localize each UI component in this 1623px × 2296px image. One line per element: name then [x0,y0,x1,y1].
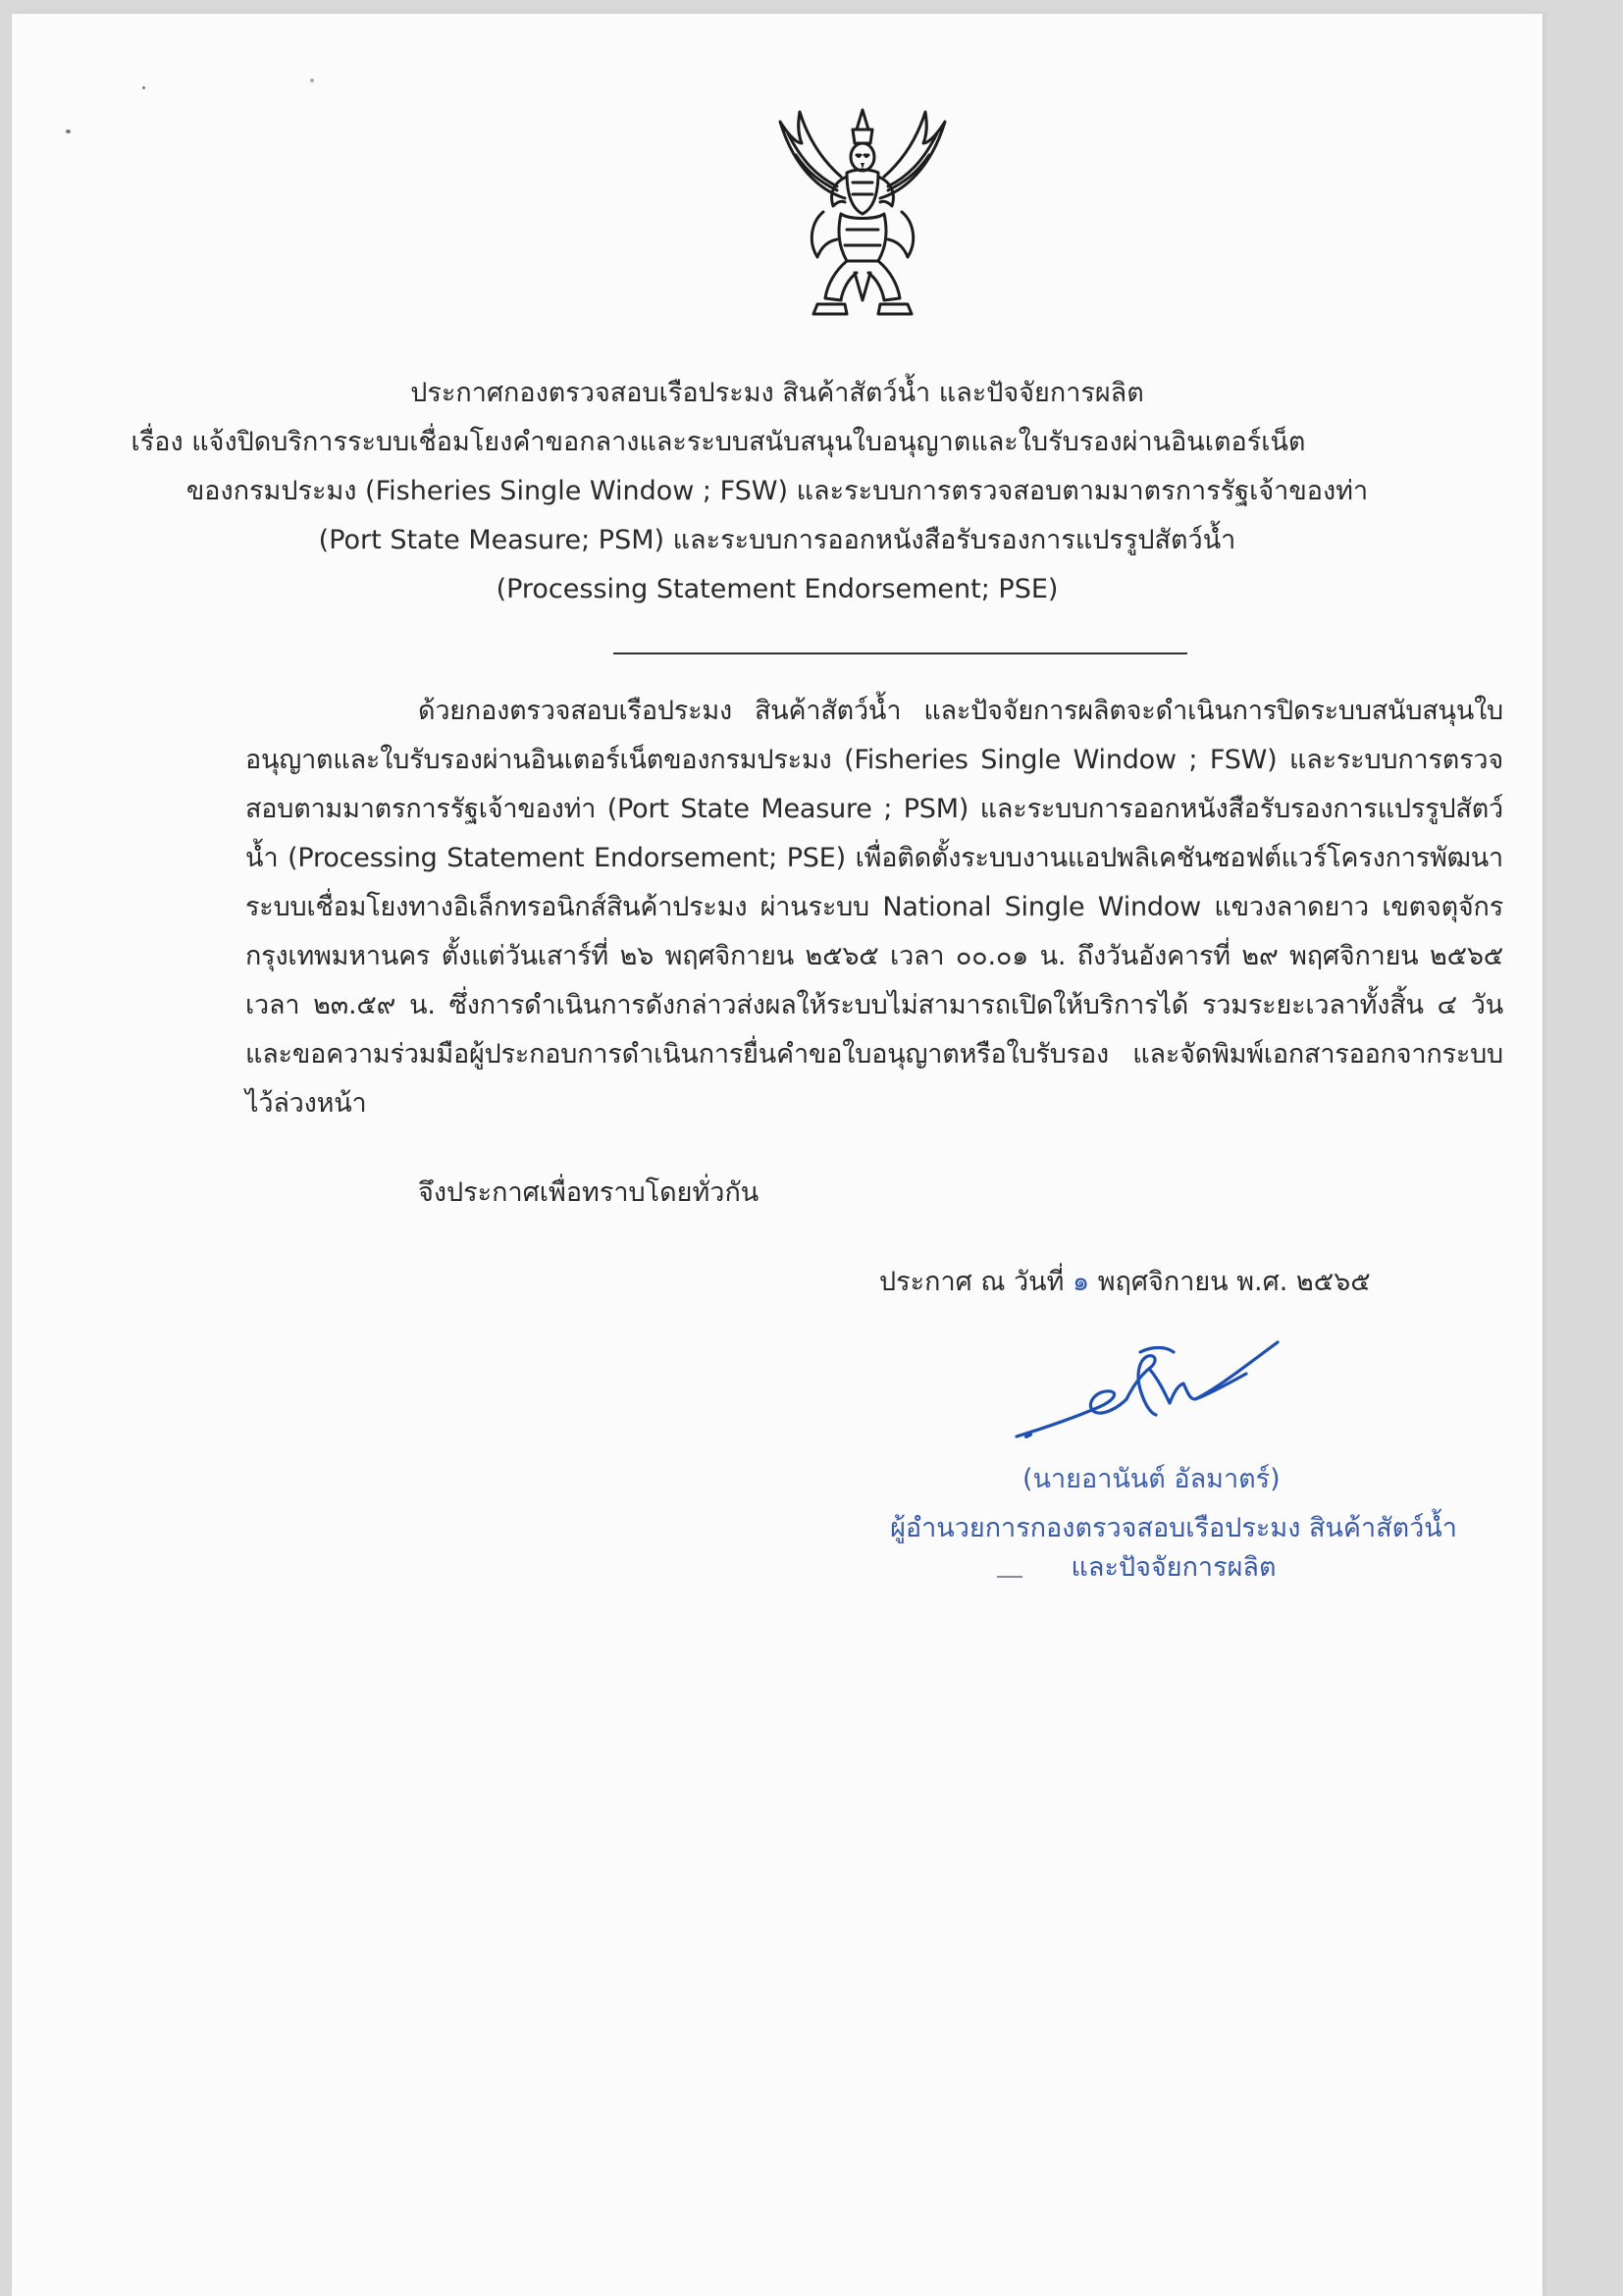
subject-line-4: (Processing Statement Endorsement; PSE) [496,574,1059,604]
date-prefix: ประกาศ ณ วันที่ [879,1267,1073,1297]
subject-line-2: ของกรมประมง (Fisheries Single Window ; FSW) และระบบการตรวจสอบตามมาตรการรัฐเจ้าของท่า [185,476,1369,506]
signer-name: (นายอานันต์ อัลมาตร์) [1022,1464,1281,1494]
subject-line-3: (Port State Measure; PSM) และระบบการออกหนังสือรับรองการแปรรูปสัตว์น้ำ [318,525,1236,555]
document-page [12,14,1543,2296]
issuer-line: ประกาศกองตรวจสอบเรือประมง สินค้าสัตว์น้ำ และปัจจัยการผลิต [410,378,1144,408]
handwritten-signature [1003,1297,1297,1464]
signer-title-line-2: และปัจจัยการผลิต [1071,1552,1277,1583]
closing-statement: จึงประกาศเพื่อทราบโดยทั่วกัน [418,1177,759,1208]
body-paragraph: ด้วยกองตรวจสอบเรือประมง สินค้าสัตว์น้ำ และปัจจัยการผลิตจะดำเนินการปิดระบบสนับสนุนใบอนุญาตและใบรับรองผ่านอินเตอร์เน็ตของกรมประมง (Fisheries Single Window ; FSW) และระบบการตรวจสอบตามมาตรการรัฐเจ้าของท่า (Port State Measure ; PSM) และระบบการออกหนังสือรับรองการแปรรูปสัตว์น้ำ (Processing Statement Endorsement; PSE) เพื่อติดตั้งระบบงานแอปพลิเคชันซอฟต์แวร์โครงการพัฒนาระบบเชื่อมโยงทางอิเล็กทรอนิกส์สินค้าประมง ผ่านระบบ National Single Window แขวงลาดยาว เขตจตุจักร กรุงเทพมหานคร ตั้งแต่วันเสาร์ที่ ๒๖ พฤศจิกายน ๒๕๖๕ เวลา ๐๐.๐๑ น. ถึงวันอังคารที่ ๒๙ พฤศจิกายน ๒๕๖๕ เวลา ๒๓.๕๙ น. ซึ่งการดำเนินการดังกล่าวส่งผลให้ระบบไม่สามารถเปิดให้บริการได้ รวมระยะเวลาทั้งสิ้น ๔ วัน และขอความร่วมมือผู้ประกอบการดำเนินการยื่นคำขอใบอนุญาตหรือใบรับรอง และจัดพิมพ์เอกสารออกจากระบบไว้ล่วงหน้า [245,696,1503,1119]
subject-line-1: เรื่อง แจ้งปิดบริการระบบเชื่อมโยงคำขอกลางและระบบสนับสนุนใบอนุญาตและใบรับรองผ่านอินเตอร์เน็ต [131,427,1306,457]
signer-title [873,1509,1474,1588]
date-suffix: พฤศจิกายน พ.ศ. ๒๕๖๕ [1089,1267,1371,1297]
garuda-emblem-icon [768,104,957,330]
signer-title-line-1: ผู้อำนวยการกองตรวจสอบเรือประมง สินค้าสัตว์น้ำ [890,1513,1457,1543]
scan-speck [142,86,145,89]
ink-dash-mark [997,1576,1022,1578]
date-day: ๑ [1073,1267,1090,1297]
scan-speck [66,130,71,133]
announcement-heading [12,369,1543,614]
scan-speck [310,78,314,82]
heading-divider [613,652,1187,654]
